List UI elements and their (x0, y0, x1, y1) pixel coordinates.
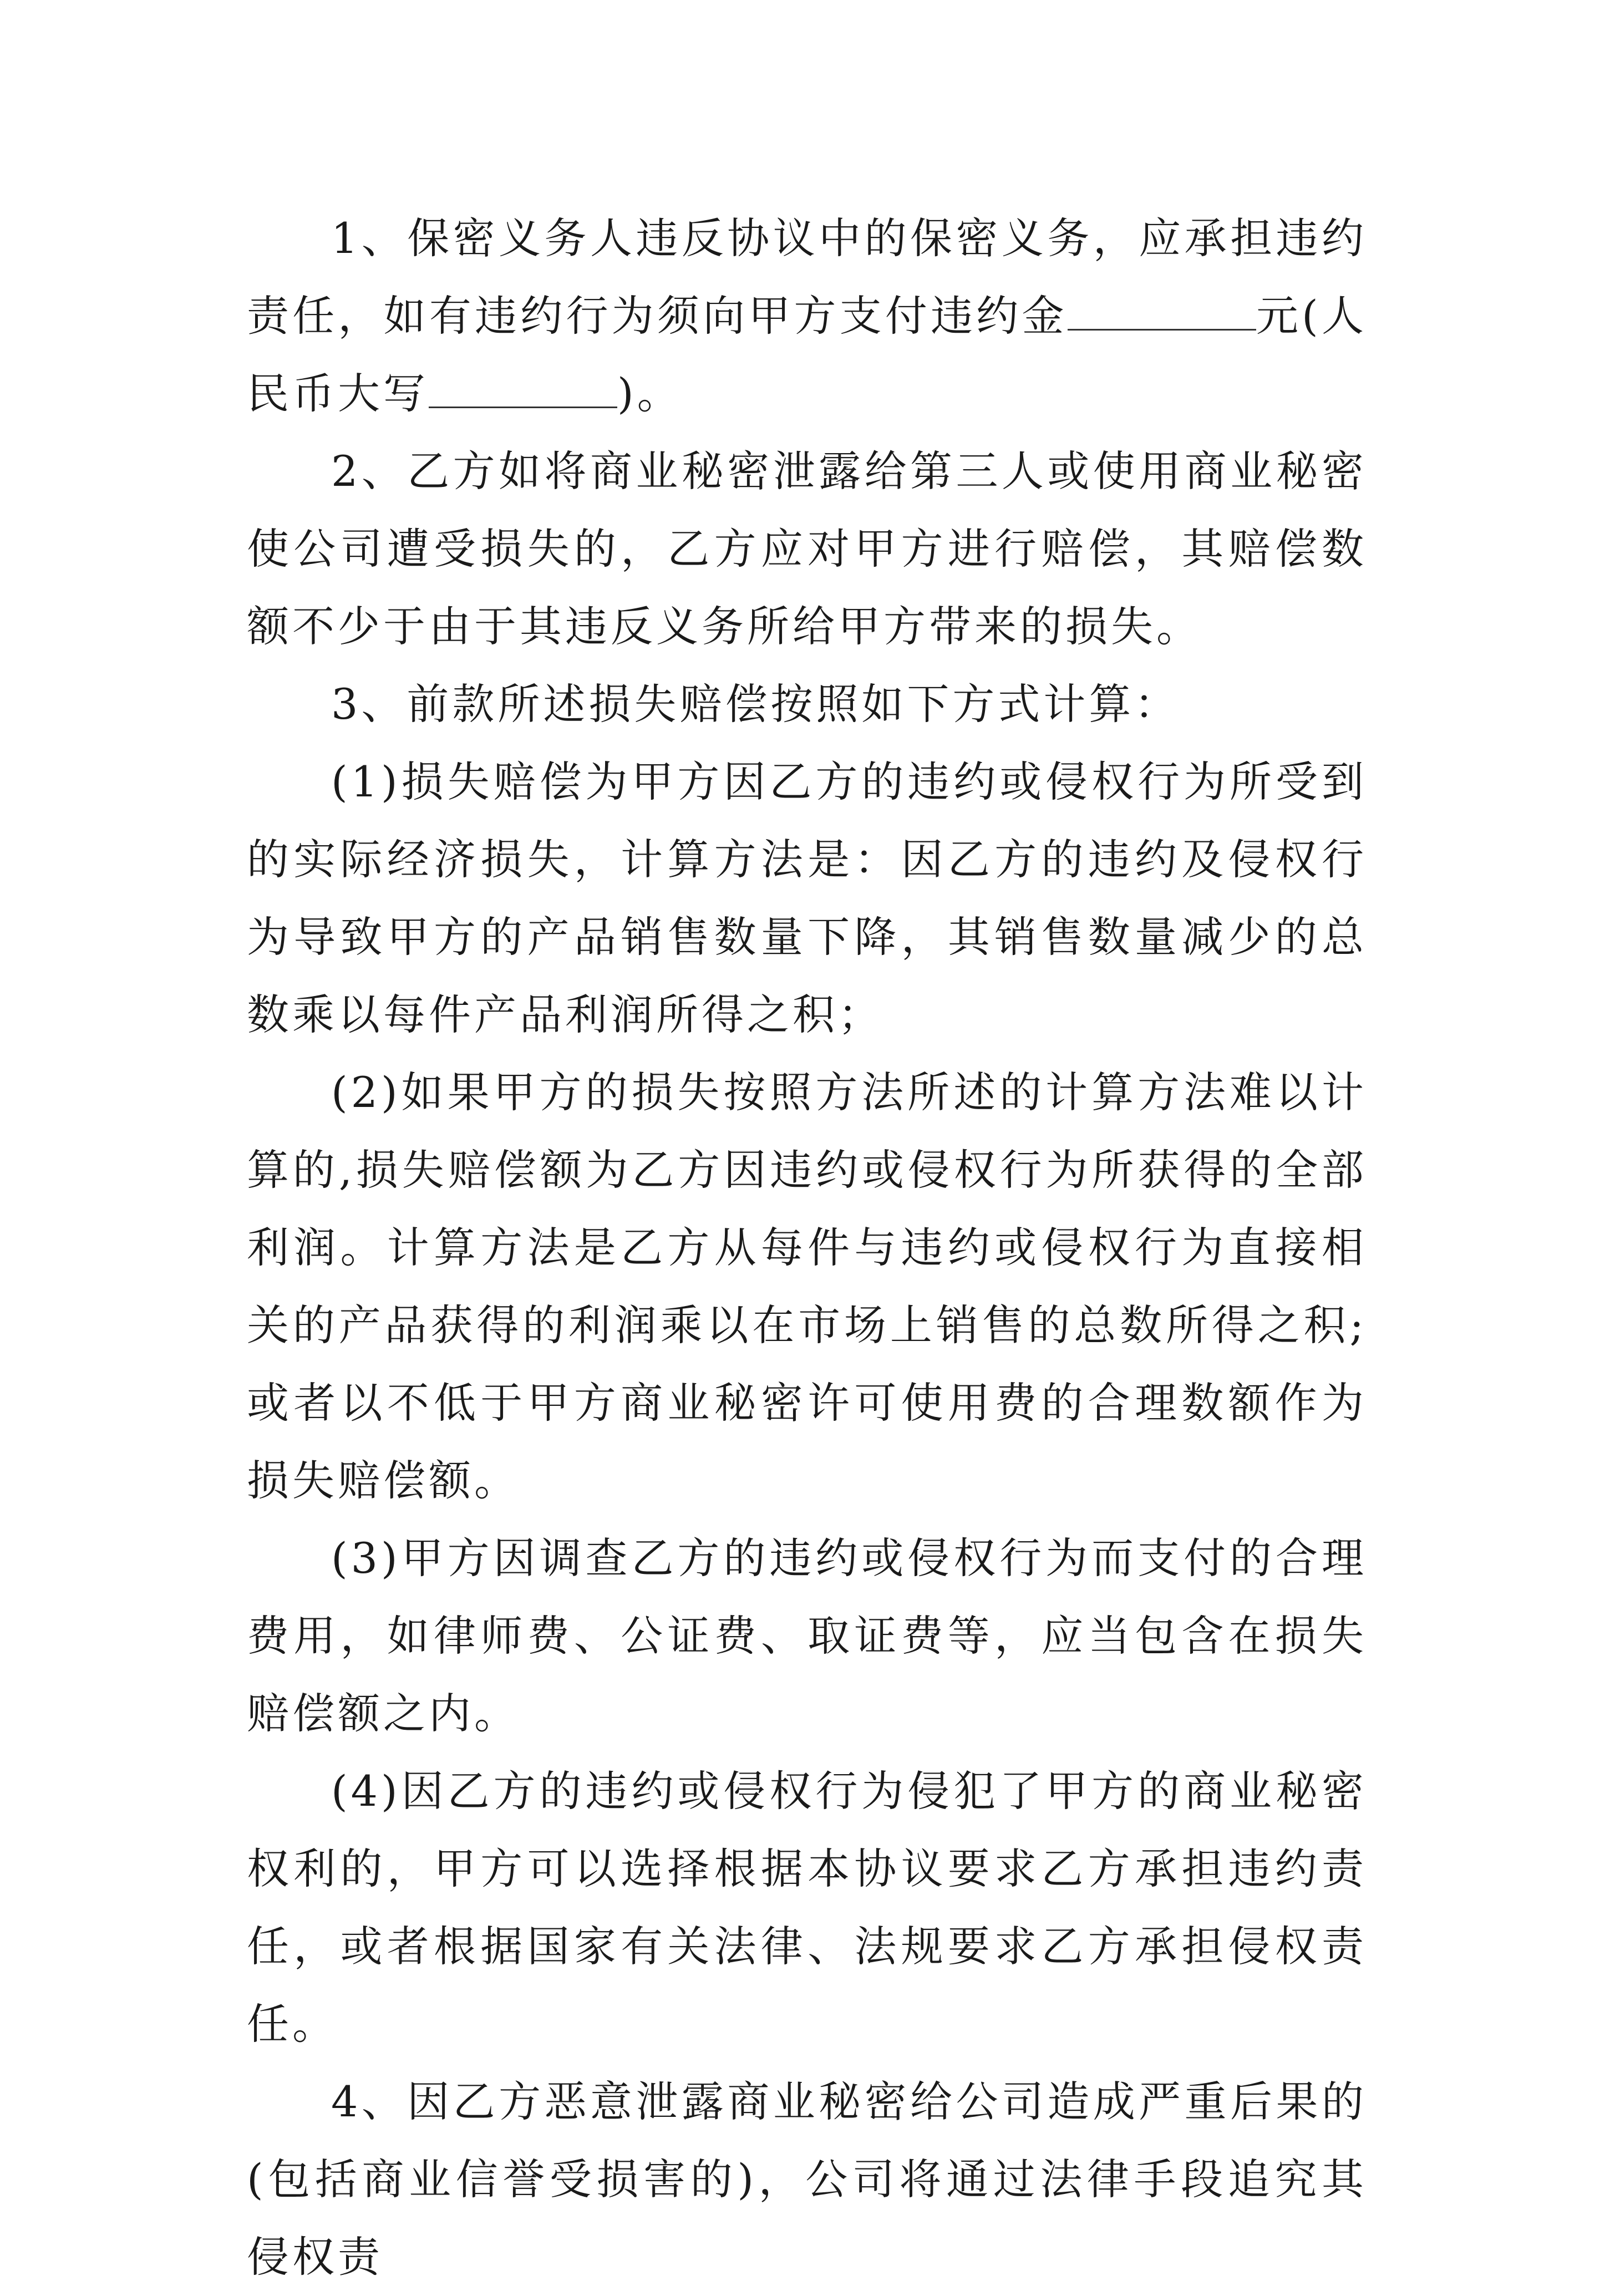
paragraph-1-text-a: 1、保密义务人违反协议中的保密义务，应承担违约责任，如有违约行为须向甲方支付违约金 (247, 214, 1367, 341)
document-body (247, 200, 1367, 2296)
paragraph-5: (2)如果甲方的损失按照方法所述的计算方法难以计算的,损失赔偿额为乙方因违约或侵权行为所获得的全部利润。计算方法是乙方从每件与违约或侵权行为直接相关的产品获得的利润乘以在市场上销售的总数所得之积;或者以不低于甲方商业秘密许可使用费的合理数额作为损失赔偿额。 (247, 1068, 1367, 1505)
paragraph-3: 3、前款所述损失赔偿按照如下方式计算： (331, 679, 1180, 729)
penalty-amount-uppercase-blank (429, 367, 617, 408)
paragraph-2: 2、乙方如将商业秘密泄露给第三人或使用商业秘密使公司遭受损失的，乙方应对甲方进行赔偿，其赔偿数额不少于由于其违反义务所给甲方带来的损失。 (247, 446, 1367, 651)
penalty-amount-blank (1068, 289, 1256, 331)
paragraph-1 (247, 200, 1367, 433)
paragraph-8: 4、因乙方恶意泄露商业秘密给公司造成严重后果的(包括商业信誉受损害的)，公司将通过法律手段追究其侵权责 (247, 2077, 1367, 2282)
paragraph-1-text-c: )。 (617, 369, 683, 418)
paragraph-7: (4)因乙方的违约或侵权行为侵犯了甲方的商业秘密权利的，甲方可以选择根据本协议要求乙方承担违约责任，或者根据国家有关法律、法规要求乙方承担侵权责任。 (247, 1766, 1367, 2049)
paragraph-1-text-b: 元(人民币大写 (247, 291, 1368, 418)
paragraph-4: (1)损失赔偿为甲方因乙方的违约或侵权行为所受到的实际经济损失，计算方法是：因乙方的违约及侵权行为导致甲方的产品销售数量下降，其销售数量减少的总数乘以每件产品利润所得之积； (247, 757, 1367, 1039)
paragraph-6: (3)甲方因调查乙方的违约或侵权行为而支付的合理费用，如律师费、公证费、取证费等，应当包含在损失赔偿额之内。 (247, 1533, 1367, 1738)
